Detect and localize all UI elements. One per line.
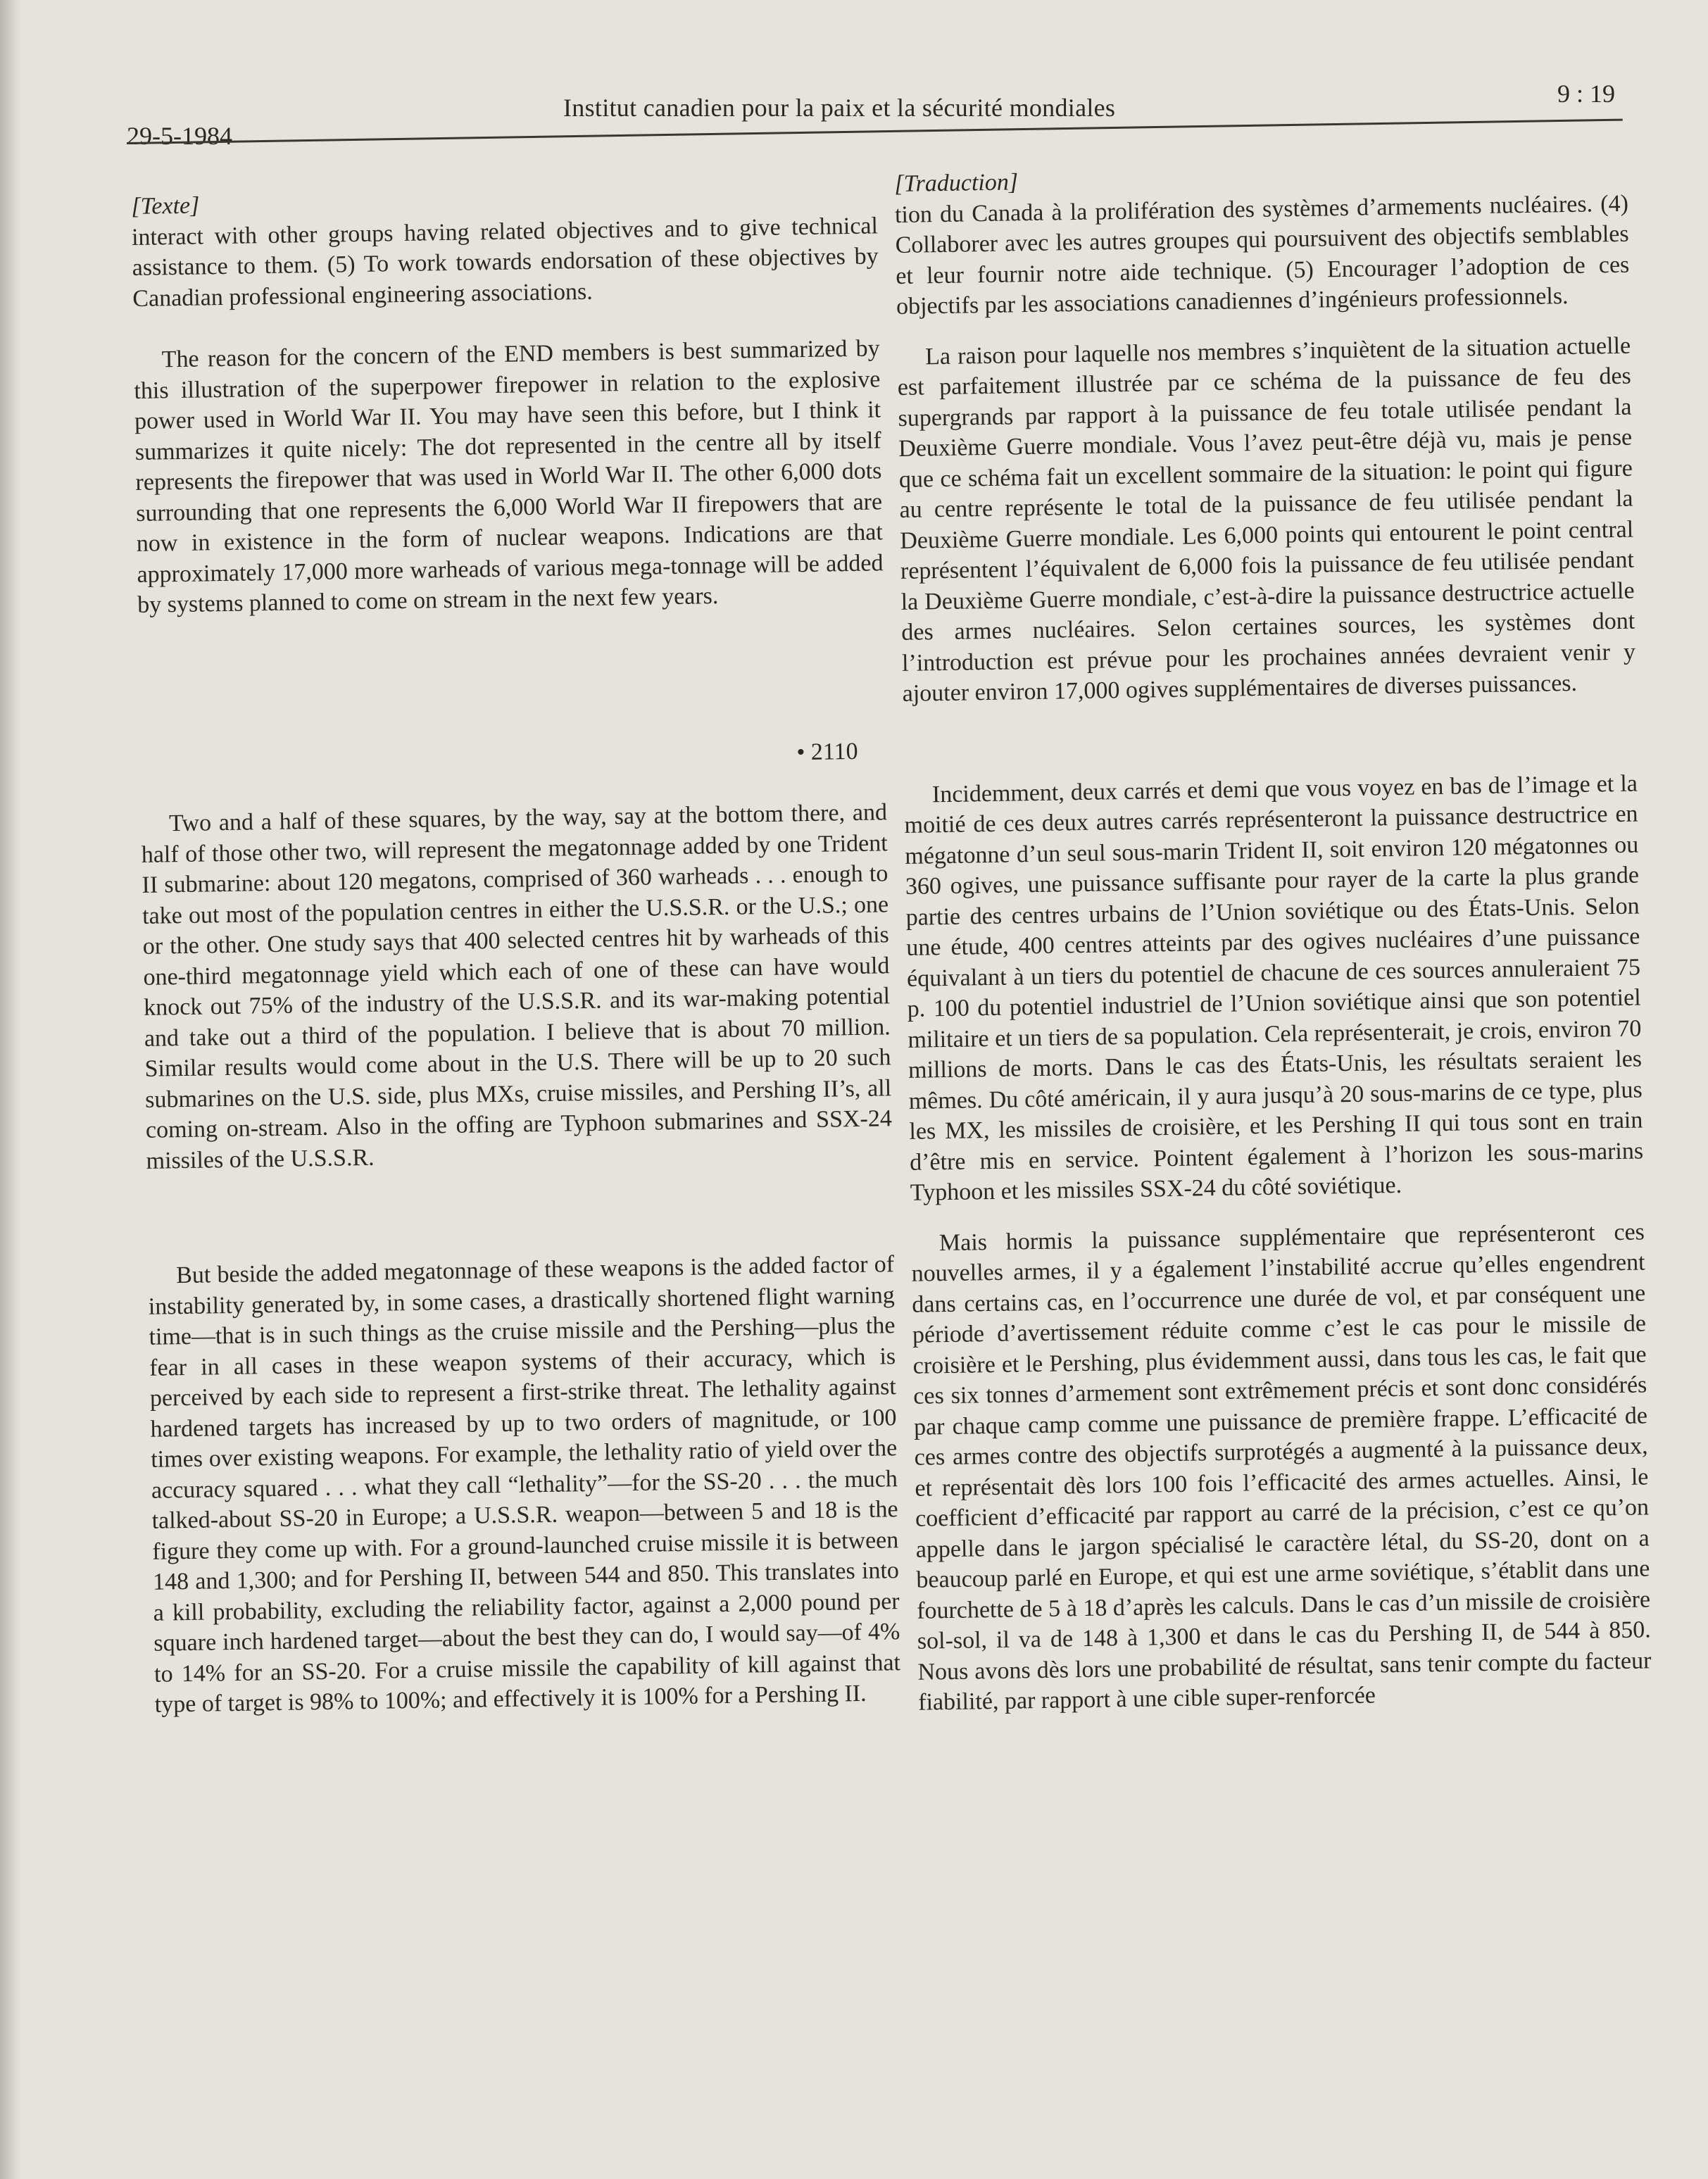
page-binding-shadow [0, 0, 21, 2179]
english-paragraph-4: But beside the added megatonnage of these weapons is the added factor of instability generated by, in some cases, a drastically shortened flight warning time—that is in such things as the cruise missile and the Pershing—plus the fear in all cases in these weapon systems of their accuracy, which is perceived by each side to represent a first-strike threat. The lethality against hardened targets has increased by up to two orders of magnitude, or 100 times over existing weapons. For example, the lethality ratio of yield over the accuracy squared . . . what they call “lethality”—for the SS-20 . . . the much talked-about SS-20 in Europe; a U.S.S.R. weapon—between 5 and 18 is the figure they come up with. For a ground-launched cruise missile it is between 148 and 1,300; and for Pershing II, between 544 and 850. This translates into a kill probability, excluding the reliability factor, against a 2,000 pound per square inch hardened target—about the best they can do, I would say—of 4% to 14% for an SS-20. For a cruise missile the capability of kill against that type of target is 98% to 100%; and effectively it is 100% for a Pershing II. [148, 1251, 901, 1718]
time-marker: • 2110 [796, 738, 858, 765]
french-column [894, 158, 1652, 1719]
header-date: 29-5-1984 [127, 122, 232, 150]
header-title: Institut canadien pour la paix et la sécurité mondiales [563, 94, 1116, 122]
english-paragraph-1: interact with other groups having related objectives and to give technical assistance to them. (5) To work towards endorsation of these objectives by Canadian professional engineering associations. [131, 212, 879, 312]
french-paragraph-3: Incidemment, deux carrés et demi que vous voyez en bas de l’image et la moitié de ces deux autres carrés représenteront la puissance destructrice en mégatonne d’un seul sous-marin Trident II, soit environ 120 mégatonnes ou 360 ogives, une puissance suffisante pour rayer de la carte la plus grande partie des centres urbains de l’Union soviétique ou des États-Unis. Selon une étude, 400 centres atteints par des ogives nucléaires d’une puissance équivalant à un tiers du potentiel de chacune de ces sources annuleraient 75 p. 100 du potentiel industriel de l’Union soviétique ainsi que son potentiel militaire et un tiers de sa population. Cela représenterait, je crois, environ 70 millions de morts. Dans le cas des États-Unis, les résultats seraient les mêmes. Du côté américain, il y aura jusqu’à 20 sous-marins de ce type, plus les MX, les missiles de croisière, et les Pershing II qui tous sont en train d’être mis en service. Pointent également à l’horizon les sous-marins Typhoon et les missiles SSX-24 du côté soviétique. [904, 770, 1644, 1206]
french-column-label: [Traduction] [894, 169, 1019, 197]
header-rule [127, 119, 1623, 144]
english-paragraph-3: Two and a half of these squares, by the way, say at the bottom there, and half of those other two, will represent the megatonnage added by one Trident II submarine: about 120 megatons, comprised of 360 warheads . . . enough to take out most of the population centres in either the U.S.S.R. or the U.S.; one or the other. One study says that 400 selected centres hit by warheads of this one-third megatonnage yield which each of one of these can have would knock out 75% of the industry of the U.S.S.R. and its war-making potential and take out a third of the population. I believe that is about 70 million. Similar results would come about in the U.S. There will be up to 20 such submarines on the U.S. side, plus MXs, cruise missiles, and Pershing II’s, all coming on-stream. Also in the offing are Typhoon submarines and SSX-24 missiles of the U.S.S.R. [141, 799, 893, 1174]
french-paragraph-2: La raison pour laquelle nos membres s’inquiètent de la situation actuelle est parfaitement illustrée par ce schéma de la puissance de feu des supergrands par rapport à la puissance de feu totale utilisée pendant la Deuxième Guerre mondiale. Vous l’avez peut-être déjà vu, mais je pense que ce schéma fait un excellent sommaire de la situation: le point qui figure au centre représente le total de la puissance de feu utilisée pendant la Deuxième Guerre mondiale. Les 6,000 points qui entourent le point central représentent l’équivalent de 6,000 fois la puissance de feu utilisée pendant la Deuxième Guerre mondiale, c’est-à-dire la puissance destructrice actuelle des armes nucléaires. Selon certaines sources, les systèmes dont l’introduction est prévue pour les prochaines années devraient venir y ajouter environ 17,000 ogives supplémentaires de diverses puissances. [897, 332, 1636, 707]
english-paragraph-2: The reason for the concern of the END members is best summarized by this illustration of the superpower firepower in relation to the explosive power used in World War II. You may have seen this before, but I think it summarizes it quite nicely: The dot represented in the centre all by itself represents the firepower that was used in World War II. The other 6,000 dots surrounding that one represents the 6,000 World War II firepowers that are now in existence in the form of nuclear weapons. Indications are that approximately 17,000 more warheads of various mega-tonnage will be added by systems planned to come on stream in the next few years. [134, 335, 884, 618]
page-number: 9 : 19 [1557, 80, 1616, 108]
english-column-label: [Texte] [131, 192, 200, 220]
english-column [131, 180, 901, 1720]
french-paragraph-4: Mais hormis la puissance supplémentaire que représenteront ces nouvelles armes, il y a également l’instabilité accrue qu’elles engendrent dans certains cas, en l’occurrence une durée de vol, et par conséquent une période d’avertissement réduite comme c’est le cas pour le missile de croisière et le Pershing, plus évidemment aussi, dans tous les cas, le fait que ces six tonnes d’armement sont extrêmement précis et sont donc considérés par chaque camp comme une puissance de première frappe. L’efficacité de ces armes contre des objectifs surprotégés a augmenté à la puissance deux, et représentait dès lors 100 fois l’efficacité des armes actuelles. Ainsi, le coefficient d’efficacité par rapport au carré de la précision, c’est ce qu’on appelle dans le jargon spécialisé le caractère létal, du SS-20, dont on a beaucoup parlé en Europe, et qui est une arme soviétique, s’établit dans une fourchette de 5 à 18 d’après les calculs. Dans le cas d’un missile de croisière sol-sol, il va de 148 à 1,300 et dans le cas du Pershing II, de 544 à 850. Nous avons dès lors une probabilité de résultat, sans tenir compte du facteur fiabilité, par rapport à une cible super-renforcée [911, 1218, 1652, 1716]
french-paragraph-1: tion du Canada à la prolifération des systèmes d’armements nucléaires. (4) Collaborer avec les autres groupes qui poursuivent des objectifs semblables et leur fournir notre aide technique. (5) Encourager l’adoption de ces objectifs par les associations canadiennes d’ingénieurs professionnels. [894, 190, 1630, 320]
